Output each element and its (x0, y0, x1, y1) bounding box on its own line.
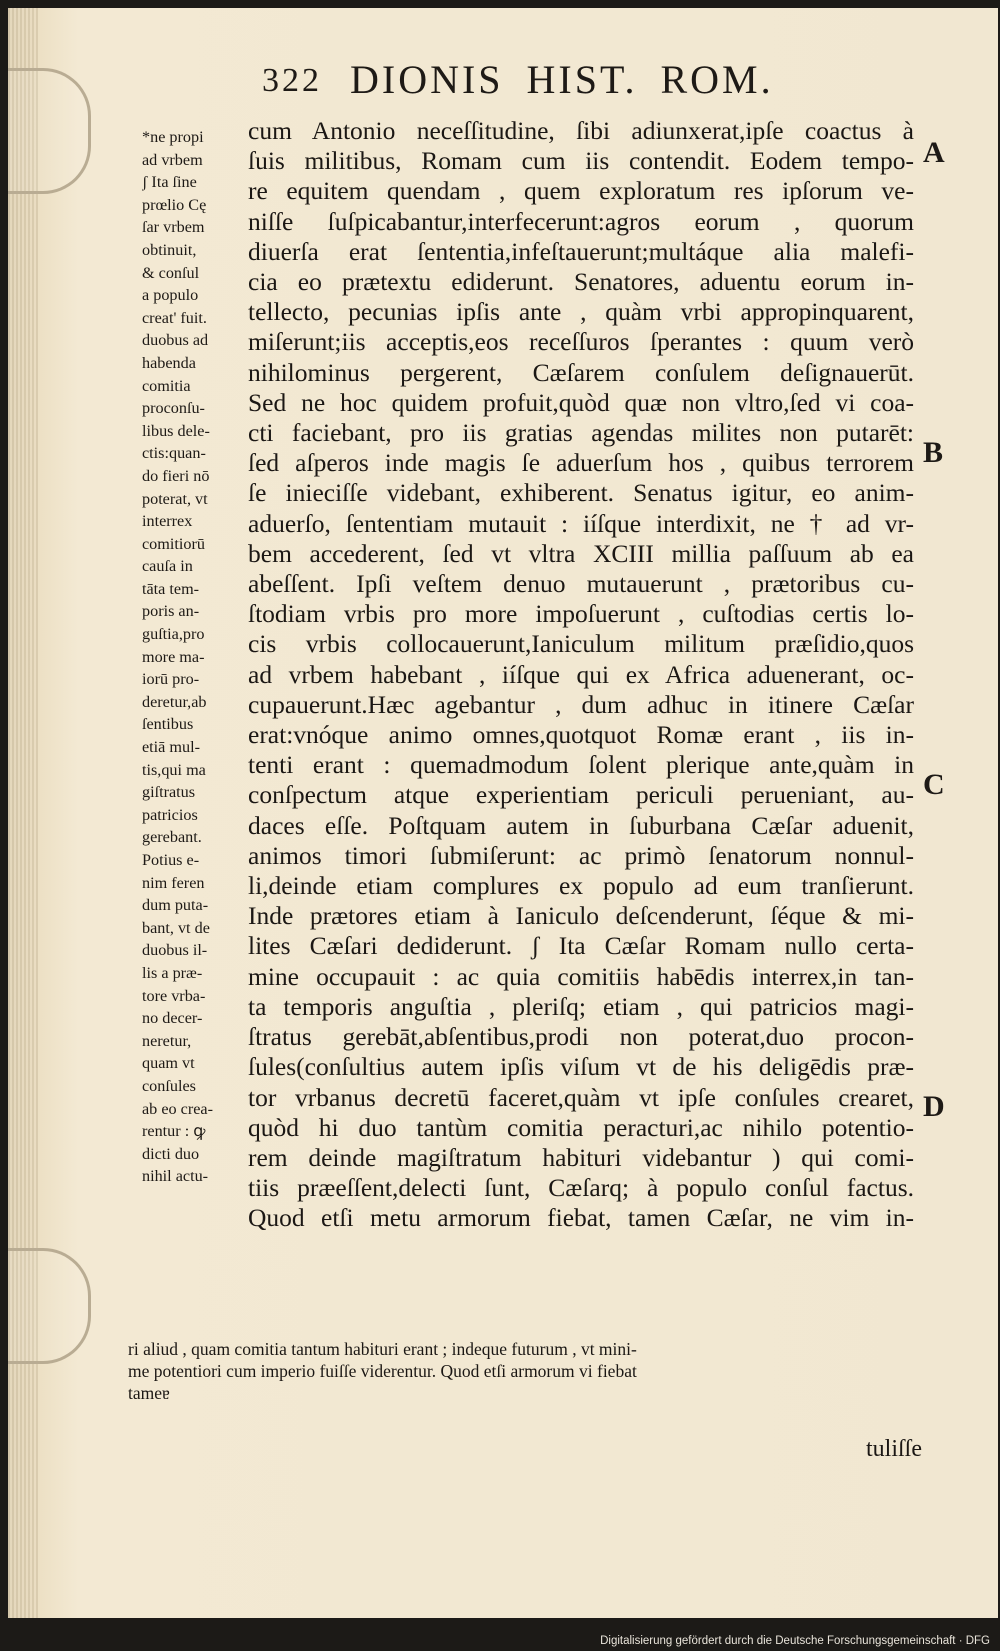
margin-note-line: tāta tem- (142, 579, 200, 598)
section-letter-c: C (923, 768, 945, 801)
text-line: ſuis militibus, Romam cum iis contendit. Eodem tempo- (248, 146, 914, 176)
text-line: cti faciebant, pro iis gratias agendas milites non putarēt: (248, 418, 914, 448)
margin-note-line: gerebant. (142, 828, 202, 847)
text-line: lites Cæſari dediderunt. ʃ Ita Cæſar Romam nullo certa- (248, 931, 914, 961)
text-line: ad vrbem habebant , iíſque qui ex Africa aduenerant, oc- (248, 659, 914, 689)
text-line: cupauerunt.Hæc agebantur , dum adhuc in itinere Cæſar (248, 689, 914, 719)
margin-note-line: interrex (142, 512, 193, 531)
margin-note-line: creat' fuit. (142, 308, 207, 327)
section-letter-b: B (923, 436, 944, 469)
margin-note-line: poterat, vt (142, 489, 208, 508)
text-line: bem accederent, ſed vt vltra XCIII millia paſſuum ab ea (248, 538, 914, 568)
margin-note-line: cauſa in (142, 557, 193, 576)
text-line: Quod etſi metu armorum fiebat, tamen Cæſar, ne vim in- (248, 1203, 914, 1233)
margin-note-line: giſtratus (142, 783, 196, 802)
margin-note-line: iorū pro- (142, 670, 200, 689)
margin-note-line: comitia (142, 376, 191, 395)
margin-note-line: no decer- (142, 1009, 203, 1028)
text-line: ſed aſperos inde magis ſe aduerſum hos , quibus terrorem (248, 448, 914, 478)
text-line: ſules(conſultius autem ipſis viſum vt de his deligēdis præ- (248, 1052, 914, 1082)
text-line: miſerunt;iis acceptis,eos receſſuros ſperantes : quum verò (248, 327, 914, 357)
footnote-line: tameɐ (128, 1383, 170, 1403)
margin-note-line: libus dele- (142, 421, 210, 440)
text-line: nihilominus pergerent, Cæſarem conſulem deſignauerūt. (248, 357, 914, 387)
margin-note-line: patricios (142, 805, 198, 824)
margin-note-line: ſentibus (142, 715, 194, 734)
running-head (262, 56, 882, 116)
margin-note-line: ad vrbem (142, 150, 203, 169)
text-line: li,deinde etiam complures ex populo ad eum tranſierunt. (248, 871, 914, 901)
margin-note-line: neretur, (142, 1031, 192, 1050)
margin-note-line: guſtia,pro (142, 625, 205, 644)
catchword: tuliſſe (866, 1436, 922, 1462)
text-line: cia eo prætextu ediderunt. Senatores, aduentu eorum in- (248, 267, 914, 297)
margin-note-line: rentur : ꝙ (142, 1122, 206, 1141)
margin-note-line: poris an- (142, 602, 200, 621)
main-text-block (248, 116, 914, 1234)
margin-note-line: more ma- (142, 647, 205, 666)
text-line: daces eſſe. Poſtquam autem in ſuburbana Cæſar aduenit, (248, 810, 914, 840)
margin-note-line: quam vt (142, 1054, 195, 1073)
section-letter-a: A (923, 136, 945, 169)
margin-note-line: dum puta- (142, 896, 209, 915)
footnote-line: ri aliud , quam comitia tantum habituri erant ; indeque futurum , vt mini- (128, 1339, 637, 1359)
margin-note-line: lis a præ- (142, 963, 203, 982)
margin-note-line: bant, vt de (142, 918, 210, 937)
margin-note-line: a populo (142, 286, 199, 305)
text-line: animos timori ſubmiſerunt: ac primò ſenatorum nonnul- (248, 840, 914, 870)
margin-note-line: nihil actu- (142, 1167, 209, 1186)
margin-note-line: ʃ Ita ſine (142, 173, 197, 192)
text-line: tellecto, pecunias ipſis ante , quàm vrbi appropinquarent, (248, 297, 914, 327)
margin-note-line: nim feren (142, 873, 205, 892)
text-line: ſe inieciſſe videbant, exhiberent. Senatus igitur, eo anim- (248, 478, 914, 508)
page-clip-top (8, 68, 91, 194)
text-line: abeſſent. Ipſi veſtem denuo mutauerunt , prætoribus cu- (248, 569, 914, 599)
footnote-block (128, 1338, 918, 1404)
margin-note-line: etiā mul- (142, 738, 200, 757)
section-letter-d: D (923, 1090, 945, 1123)
text-line: diuerſa erat ſententia,infeſtauerunt;multáque alia malefi- (248, 236, 914, 266)
text-line: ſtratus gerebāt,abſentibus,prodi non poterat,duo procon- (248, 1022, 914, 1052)
book-page (8, 8, 998, 1618)
margin-note-line: obtinuit, (142, 240, 197, 259)
text-line: re equitem quendam , quem exploratum res ipſorum ve- (248, 176, 914, 206)
digitization-credit: Digitalisierung gefördert durch die Deutsche Forschungsgemeinschaft · DFG (600, 1635, 990, 1647)
text-line: rem deinde magiſtratum habituri videbantur ) qui comi- (248, 1142, 914, 1172)
text-line: conſpectum atque experientiam periculi perueniant, au- (248, 780, 914, 810)
text-line: erat:vnóque animo omnes,quotquot Romæ erant , iis in- (248, 720, 914, 750)
page-clip-bottom (8, 1248, 91, 1364)
text-line: mine occupauit : ac quia comitiis habēdis interrex,in tan- (248, 961, 914, 991)
text-line: Inde prætores etiam à Ianiculo deſcenderunt, ſéque & mi- (248, 901, 914, 931)
page-number: 322 (262, 62, 322, 99)
margin-note-line: conſules (142, 1076, 196, 1095)
margin-note-line: do fieri nō (142, 466, 210, 485)
margin-note-line: *ne propi (142, 128, 204, 146)
margin-note-line: comitiorū (142, 534, 205, 553)
page-title: DIONIS HIST. ROM. (350, 57, 774, 102)
text-line: aduerſo, ſententiam mutauit : iíſque interdixit, ne † ad vr- (248, 508, 914, 538)
margin-note-line: deretur,ab (142, 692, 207, 711)
text-line: quòd hi duo tantùm comitia peracturi,ac nihilo potentio- (248, 1112, 914, 1142)
page-edge-stack (8, 8, 38, 1618)
margin-note-line: ſar vrbem (142, 218, 205, 237)
margin-note-line: ctis:quan- (142, 444, 206, 463)
text-line: cis vrbis collocauerunt,Ianiculum militum præſidio,quos (248, 629, 914, 659)
margin-note-line: Potius e- (142, 851, 200, 869)
margin-note (142, 126, 260, 1188)
margin-note-line: prœlio Cę (142, 195, 207, 214)
footnote-line: me potentiori cum imperio fuiſſe viderentur. Quod etſi armorum vi fiebat (128, 1361, 637, 1381)
text-line: Sed ne hoc quidem profuit,quòd quæ non vltro,ſed vi coa- (248, 387, 914, 417)
margin-note-line: duobus il- (142, 941, 208, 960)
margin-note-line: tore vrba- (142, 986, 206, 1005)
text-line: niſſe ſuſpicabantur,interfecerunt:agros eorum , quorum (248, 206, 914, 236)
margin-note-line: tis,qui ma (142, 760, 206, 779)
text-line: cum Antonio neceſſitudine, ſibi adiunxerat,ipſe coactus à (248, 116, 914, 145)
text-line: ſtodiam vrbis pro more impoſuerunt , cuſtodias certis lo- (248, 599, 914, 629)
margin-note-line: ab eo crea- (142, 1099, 213, 1118)
text-line: tor vrbanus decretū faceret,quàm vt ipſe conſules crearet, (248, 1082, 914, 1112)
margin-note-line: habenda (142, 353, 196, 372)
margin-note-line: duobus ad (142, 331, 209, 350)
margin-note-line: dicti duo (142, 1144, 200, 1163)
text-line: tiis præeſſent,delecti ſunt, Cæſarq; à populo conſul factus. (248, 1173, 914, 1203)
text-line: ta temporis anguſtia , pleriſq; etiam , qui patricios magi- (248, 991, 914, 1021)
margin-note-line: proconſu- (142, 399, 205, 418)
text-line: tenti erant : quemadmodum ſolent plerique ante,quàm in (248, 750, 914, 780)
margin-note-line: & conſul (142, 263, 200, 282)
